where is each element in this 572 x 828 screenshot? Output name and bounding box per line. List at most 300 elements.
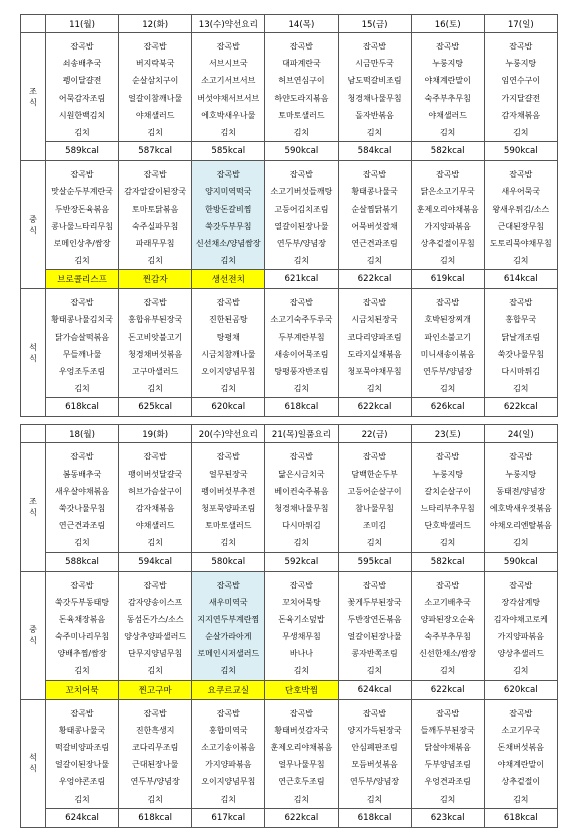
- menu-item: 어묵버섯잡채: [351, 221, 398, 231]
- menu-item: 버섯야채서브서브: [197, 93, 260, 103]
- menu-item: 홍합유부된장국: [128, 315, 183, 325]
- menu-item: 잡곡밥: [143, 708, 167, 718]
- menu-item: 잡곡밥: [509, 580, 533, 590]
- menu-item: 콩나물느타리무침: [51, 221, 113, 231]
- menu-item: 무생채무침: [282, 632, 321, 642]
- menu-item: 진한된곰탕: [208, 315, 248, 325]
- menu-item: 잡곡밥: [289, 580, 314, 590]
- kcal-cell: 622kcal: [411, 680, 484, 699]
- menu-item: 잡곡밥: [216, 452, 240, 462]
- lunch-cell: [484, 571, 557, 680]
- breakfast-cell: [484, 33, 557, 142]
- breakfast-cell: [411, 443, 484, 552]
- menu-item: 잡곡밥: [362, 42, 387, 51]
- menu-item: 잡곡밥: [289, 298, 314, 308]
- menu-item: 지지연두부계란찜: [197, 614, 260, 624]
- menu-item: 두부양념조림: [424, 760, 471, 770]
- menu-item: 에호박새우젓볶음: [489, 503, 552, 513]
- menu-item: 김치: [366, 538, 383, 548]
- menu-item: 김치: [74, 538, 90, 548]
- corner-cell: [21, 15, 46, 33]
- menu-item: 야채샐러드: [428, 110, 467, 120]
- menu-item: 김치: [220, 127, 237, 137]
- menu-item: 닭살야채볶음: [424, 743, 471, 752]
- menu-item: 콩자반쪽조림: [351, 649, 398, 659]
- kcal-cell: 618kcal: [484, 808, 557, 827]
- dinner-cell: [119, 289, 192, 398]
- menu-item: 잡곡밥: [509, 298, 533, 308]
- menu-item: 양지가득된장국: [347, 725, 402, 735]
- kcal-cell: 619kcal: [411, 270, 484, 289]
- menu-item: 황태콩나물국: [58, 725, 106, 735]
- menu-item: 청경채버섯볶음: [128, 349, 183, 359]
- dinner-cell: [46, 289, 119, 398]
- breakfast-cell: [338, 443, 411, 552]
- menu-item: 김치: [366, 794, 383, 804]
- kcal-cell: 622kcal: [338, 398, 411, 417]
- menu-item: 양지미역떡국: [205, 187, 252, 197]
- menu-item: 새송이어묵조림: [274, 349, 329, 359]
- menu-item: 로메인시저샐러드: [197, 649, 260, 659]
- menu-item: 황태버섯감자국: [274, 725, 329, 735]
- day-header: 16(토): [411, 15, 484, 33]
- menu-item: 잡곡밥: [70, 42, 94, 51]
- menu-item: 김치: [439, 666, 456, 676]
- menu-item: 돈육채장볶음: [58, 614, 106, 624]
- menu-item: 훈제오리야채볶음: [270, 743, 333, 752]
- lunch-cell: [411, 161, 484, 270]
- meal-label-text: 중 식: [29, 625, 37, 646]
- kcal-cell: 626kcal: [411, 398, 484, 417]
- menu-item: 순살가라아게: [205, 632, 252, 642]
- menu-item: 숙주부추무침: [424, 93, 471, 103]
- menu-item: 잡곡밥: [289, 452, 314, 462]
- menu-item: 잡곡밥: [436, 170, 460, 180]
- menu-item: 감자양송이스프: [128, 597, 183, 607]
- meal-label-breakfast: [21, 33, 46, 161]
- special-menu-cell: 찐감자: [119, 270, 192, 289]
- menu-item: 우엉조두조림: [58, 367, 106, 376]
- menu-item: 잡곡밥: [362, 708, 387, 718]
- menu-item: 잡곡밥: [362, 298, 387, 308]
- day-header: 24(일): [484, 425, 557, 443]
- menu-item: 잡곡밥: [509, 452, 533, 462]
- menu-item: 쑥갓나물무침: [58, 503, 106, 513]
- menu-item: 돌자반볶음: [355, 110, 394, 120]
- kcal-cell: 620kcal: [484, 680, 557, 699]
- menu-item: 김치: [366, 384, 383, 394]
- menu-item: 야채오리엔탈볶음: [489, 521, 552, 531]
- special-menu-cell: 찐고구마: [119, 680, 192, 699]
- menu-item: 야채샐러드: [135, 521, 175, 531]
- special-menu-cell: 브로콜리스프: [46, 270, 119, 289]
- menu-item: 허브연심구이: [278, 76, 325, 86]
- menu-item: 버지락북국: [135, 59, 175, 69]
- menu-item: 양상추샐러드: [497, 649, 544, 659]
- menu-item: 새우살야채볶음: [55, 486, 110, 496]
- menu-item: 닭날개조림: [501, 332, 541, 342]
- menu-item: 야채계란말이: [424, 76, 471, 86]
- kcal-cell: 618kcal: [46, 398, 119, 417]
- menu-item: 황태콩나물김치국: [51, 315, 113, 325]
- menu-item: 김치: [293, 794, 310, 804]
- menu-item: 오이지양념무침: [201, 367, 256, 376]
- menu-item: 펭이버섯부추전: [201, 486, 256, 496]
- menu-item: 어묵감자조림: [58, 93, 106, 103]
- menu-item: 시원한백김치: [58, 110, 106, 120]
- lunch-cell: [265, 161, 338, 270]
- kcal-cell: 584kcal: [338, 142, 411, 161]
- menu-item: 토마토샐러드: [205, 521, 252, 531]
- menu-item: 김치: [439, 538, 456, 548]
- kcal-cell: 623kcal: [411, 808, 484, 827]
- menu-item: 김치: [366, 127, 383, 137]
- menu-item: 연두부/양념장: [130, 777, 180, 787]
- menu-item: 감자채볶음: [135, 503, 175, 513]
- menu-item: 가지양파볶음: [424, 221, 471, 231]
- menu-item: 토마토샐러드: [278, 110, 325, 120]
- kcal-cell: 622kcal: [484, 398, 557, 417]
- menu-item: 소고기무국: [501, 725, 541, 735]
- menu-item: 김치: [366, 666, 383, 676]
- menu-item: 파인소불고기: [424, 332, 471, 342]
- kcal-cell: 588kcal: [46, 552, 119, 571]
- kcal-cell: 617kcal: [192, 808, 265, 827]
- menu-item: 홍합무국: [505, 315, 537, 325]
- menu-item: 탕평채: [216, 332, 240, 342]
- menu-item: 고등어김치조림: [274, 204, 329, 214]
- menu-item: 새우미역국: [208, 597, 248, 607]
- kcal-cell: 625kcal: [119, 398, 192, 417]
- menu-item: 잡곡밥: [289, 708, 314, 718]
- menu-item: 베이컨숙주볶음: [274, 486, 329, 496]
- menu-item: 연두부/양념장: [423, 367, 473, 376]
- menu-item: 잡곡밥: [436, 580, 460, 590]
- menu-item: 얼갈이참깨나물: [128, 93, 183, 103]
- menu-item: 잡곡밥: [436, 708, 460, 718]
- corner-cell: [21, 425, 46, 443]
- menu-item: 단무지양념무침: [128, 649, 183, 659]
- menu-item: 잡곡밥: [362, 170, 387, 180]
- menu-item: 쑥갓나물무침: [497, 349, 544, 359]
- kcal-cell: 585kcal: [192, 142, 265, 161]
- lunch-cell: [119, 161, 192, 270]
- menu-item: 가지달걀전: [501, 93, 541, 103]
- menu-item: 시금치된장국: [351, 315, 398, 325]
- menu-item: 코다리양파조림: [347, 332, 402, 342]
- menu-item: 숙주실파무침: [132, 221, 179, 231]
- meal-label-text: 중 식: [29, 214, 37, 235]
- day-header: 14(목): [265, 15, 338, 33]
- special-menu-cell: 꼬치어묵: [46, 680, 119, 699]
- menu-item: 열갈이된장나물: [274, 221, 329, 231]
- menu-item: 장각삼계탕: [501, 597, 541, 607]
- menu-item: 잡곡밥: [289, 170, 314, 180]
- meal-label-text: 조 식: [29, 496, 37, 517]
- kcal-cell: 618kcal: [338, 808, 411, 827]
- menu-item: 꽃게두부된장국: [347, 597, 402, 607]
- menu-item: 김치: [439, 256, 456, 266]
- menu-item: 펭이달걀전: [62, 76, 102, 86]
- meal-label-lunch: [21, 571, 46, 699]
- menu-item: 잡곡밥: [143, 580, 167, 590]
- menu-item: 닭가슴살떡볶음: [55, 332, 110, 342]
- menu-item: 코다리무조림: [132, 743, 179, 752]
- menu-item: 상추겉절이무침: [420, 238, 475, 248]
- menu-item: 김치: [147, 666, 163, 676]
- menu-item: 잡곡밥: [70, 452, 94, 462]
- menu-item: 로메인상추/쌈장: [53, 238, 111, 248]
- menu-item: 가지양파볶음: [205, 760, 252, 770]
- menu-item: 소고기서브서브: [201, 76, 256, 86]
- breakfast-cell: [411, 33, 484, 142]
- lunch-cell: [46, 571, 119, 680]
- menu-item: 잡곡밥: [436, 42, 460, 51]
- menu-item: 김치: [147, 538, 163, 548]
- menu-item: 잡곡밥: [143, 170, 167, 180]
- menu-item: 우엉견과조림: [424, 777, 471, 787]
- menu-item: 대파계란국: [282, 59, 321, 69]
- menu-item: 잡곡밥: [509, 708, 533, 718]
- day-header: 22(금): [338, 425, 411, 443]
- menu-item: 김치: [220, 666, 237, 676]
- menu-item: 도라지실채볶음: [347, 349, 402, 359]
- kcal-cell: 621kcal: [265, 270, 338, 289]
- kcal-cell: 614kcal: [484, 270, 557, 289]
- menu-item: 남도떡갈비조림: [347, 76, 402, 86]
- day-header: 13(수)약선요리: [192, 15, 265, 33]
- menu-item: 고등어순살구이: [347, 486, 402, 496]
- day-header: 15(금): [338, 15, 411, 33]
- menu-item: 닮은시금치국: [278, 469, 325, 479]
- menu-item: 김치: [439, 127, 456, 137]
- menu-item: 김치: [513, 538, 529, 548]
- menu-item: 닭은소고기무국: [420, 187, 475, 197]
- dinner-cell: [411, 699, 484, 808]
- menu-item: 참나물무침: [355, 503, 394, 513]
- lunch-cell: [338, 571, 411, 680]
- menu-item: 야채계란말이: [497, 760, 544, 770]
- menu-item: 누룽지탕: [432, 469, 464, 479]
- menu-item: 다시마튀김: [282, 521, 321, 531]
- menu-item: 신선한채소/쌈장: [419, 649, 477, 659]
- menu-item: 시금치참깨나물: [201, 349, 256, 359]
- menu-item: 동태전/양념장: [496, 486, 546, 496]
- kcal-cell: 622kcal: [338, 270, 411, 289]
- day-header: 20(수)약선요리: [192, 425, 265, 443]
- menu-item: 야채샐러드: [135, 110, 175, 120]
- meal-label-breakfast: [21, 443, 46, 571]
- breakfast-cell: [338, 33, 411, 142]
- menu-item: 김치: [220, 384, 237, 394]
- lunch-cell: [119, 571, 192, 680]
- menu-item: 다시마튀김: [501, 367, 541, 376]
- menu-item: 순살삼치구이: [132, 76, 179, 86]
- menu-item: 순살찜닭볶기: [351, 204, 398, 214]
- menu-item: 잡곡밥: [143, 42, 167, 51]
- kcal-cell: 590kcal: [484, 552, 557, 571]
- menu-item: 허브가슴살구이: [128, 486, 183, 496]
- menu-item: 잡곡밥: [509, 170, 533, 180]
- menu-item: 오이지양념무침: [201, 777, 256, 787]
- menu-item: 양배추찜/쌈장: [57, 649, 107, 659]
- menu-item: 김치: [74, 794, 90, 804]
- menu-item: 토마토닭볶음: [132, 204, 179, 214]
- day-header: 19(화): [119, 425, 192, 443]
- menu-item: 도토리묵야채무침: [489, 238, 552, 248]
- menu-item: 연두부/양념장: [350, 777, 400, 787]
- breakfast-cell: [484, 443, 557, 552]
- menu-item: 김치: [147, 384, 163, 394]
- menu-item: 떡갈비양파조림: [55, 743, 110, 752]
- kcal-cell: 595kcal: [338, 552, 411, 571]
- menu-item: 임연수구이: [501, 76, 541, 86]
- menu-item: 잡곡밥: [216, 708, 240, 718]
- menu-item: 누룽지탕: [432, 59, 464, 69]
- dinner-cell: [338, 699, 411, 808]
- special-menu-cell: 요쿠르교실: [192, 680, 265, 699]
- menu-item: 김치: [513, 256, 529, 266]
- dinner-cell: [484, 289, 557, 398]
- menu-item: 서브시브국: [208, 59, 248, 69]
- kcal-cell: 582kcal: [411, 552, 484, 571]
- kcal-cell: 590kcal: [265, 142, 338, 161]
- menu-item: 김치: [220, 794, 237, 804]
- meal-label-dinner: [21, 699, 46, 827]
- kcal-cell: 582kcal: [411, 142, 484, 161]
- menu-item: 두반장돈육볶음: [55, 204, 110, 214]
- menu-item: 김치: [293, 538, 310, 548]
- menu-item: 우엉야콘조림: [58, 777, 106, 787]
- menu-item: 쑥갓두부동태탕: [55, 597, 110, 607]
- menu-item: 잡곡밥: [216, 580, 240, 590]
- menu-item: 김치: [293, 666, 310, 676]
- kcal-cell: 624kcal: [46, 808, 119, 827]
- lunch-cell: [46, 161, 119, 270]
- menu-item: 김치: [147, 794, 163, 804]
- lunch-cell: [484, 161, 557, 270]
- menu-item: 누룽지탕: [505, 59, 537, 69]
- menu-item: 소고기숙주두루국: [270, 315, 333, 325]
- menu-item: 연근견과조림: [351, 238, 398, 248]
- breakfast-cell: [265, 33, 338, 142]
- menu-item: 잡곡밥: [289, 42, 314, 51]
- menu-item: 청포묵야채무침: [347, 367, 402, 376]
- menu-item: 잡곡밥: [143, 452, 167, 462]
- menu-item: 봄동배추국: [62, 469, 102, 479]
- menu-item: 잡곡밥: [362, 452, 387, 462]
- special-menu-cell: 단호박찜: [265, 680, 338, 699]
- menu-item: 숙주부추무침: [424, 632, 471, 642]
- menu-item: 단호박샐러드: [424, 521, 471, 531]
- kcal-cell: 580kcal: [192, 552, 265, 571]
- menu-item: 잡곡밥: [70, 298, 94, 308]
- menu-item: 김치: [74, 256, 90, 266]
- menu-item: 근대된장나물: [132, 760, 179, 770]
- kcal-cell: 587kcal: [119, 142, 192, 161]
- menu-item: 두부계란부침: [278, 332, 325, 342]
- menu-item: 훈제오리야채볶음: [416, 204, 479, 214]
- menu-item: 김치: [293, 256, 310, 266]
- special-menu-cell: 생선전치: [192, 270, 265, 289]
- menu-item: 김치: [366, 256, 383, 266]
- menu-item: 잡곡밥: [216, 42, 240, 51]
- menu-item: 돈채버섯볶음: [497, 743, 544, 752]
- menu-item: 잡곡밥: [362, 580, 387, 590]
- menu-item: 잡곡밥: [143, 298, 167, 308]
- menu-item: 김치: [74, 666, 90, 676]
- menu-item: 갈치순살구이: [424, 486, 471, 496]
- menu-item: 감자알갈이된장국: [124, 187, 187, 197]
- breakfast-cell: [192, 443, 265, 552]
- menu-item: 바나나: [289, 649, 314, 659]
- menu-item: 잡곡밥: [70, 170, 94, 180]
- breakfast-cell: [119, 443, 192, 552]
- meal-label-dinner: [21, 289, 46, 417]
- menu-item: 양파된장오순육: [420, 614, 475, 624]
- menu-item: 한방돈갈비찜: [205, 204, 252, 214]
- breakfast-cell: [119, 33, 192, 142]
- kcal-cell: 624kcal: [338, 680, 411, 699]
- menu-item: 미니새송이볶음: [420, 349, 475, 359]
- menu-item: 홍합미역국: [208, 725, 248, 735]
- lunch-cell: [192, 161, 265, 270]
- menu-item: 김치: [293, 384, 310, 394]
- meal-plan: [20, 14, 557, 828]
- menu-item: 청경채나물무침: [347, 93, 402, 103]
- menu-item: 꼬치어묵탕: [282, 597, 321, 607]
- kcal-cell: 590kcal: [484, 142, 557, 161]
- menu-item: 팽이버섯달걀국: [128, 469, 183, 479]
- menu-item: 잡곡밥: [436, 452, 460, 462]
- day-header: 11(월): [46, 15, 119, 33]
- kcal-cell: 622kcal: [265, 808, 338, 827]
- menu-item: 파래무무침: [135, 238, 175, 248]
- menu-item: 쇠송배추국: [62, 59, 102, 69]
- menu-item: 김자야채고로케: [493, 614, 548, 624]
- meal-label-text: 조 식: [29, 86, 37, 107]
- day-header: 17(일): [484, 15, 557, 33]
- menu-item: 들깨두부된장국: [420, 725, 475, 735]
- menu-item: 왕새우튀김/소스: [492, 204, 550, 214]
- meal-label-lunch: [21, 161, 46, 289]
- menu-item: 김치: [513, 127, 529, 137]
- menu-item: 모듬버섯볶음: [351, 760, 398, 770]
- menu-item: 무들깨나물: [62, 349, 102, 359]
- menu-item: 김치: [513, 666, 529, 676]
- menu-item: 돈육기소덮밥: [278, 614, 325, 624]
- menu-item: 잡곡밥: [70, 580, 94, 590]
- lunch-cell: [338, 161, 411, 270]
- menu-item: 숙주미나리무침: [55, 632, 110, 642]
- menu-item: 김치: [513, 794, 529, 804]
- menu-item: 김치: [220, 256, 237, 266]
- menu-item: 진한흑생지: [135, 725, 175, 735]
- lunch-cell: [192, 571, 265, 680]
- menu-item: 동섬돈가스/소스: [126, 614, 184, 624]
- kcal-cell: 620kcal: [192, 398, 265, 417]
- day-header: 23(토): [411, 425, 484, 443]
- menu-item: 새우어묵국: [501, 187, 541, 197]
- menu-item: 근대된장무침: [497, 221, 544, 231]
- menu-item: 에호박새우나물: [201, 110, 256, 120]
- dinner-cell: [265, 699, 338, 808]
- menu-item: 김치: [439, 384, 456, 394]
- menu-item: 잡곡밥: [436, 298, 460, 308]
- menu-item: 연근견과조림: [58, 521, 106, 531]
- lunch-cell: [411, 571, 484, 680]
- menu-item: 김치: [147, 256, 163, 266]
